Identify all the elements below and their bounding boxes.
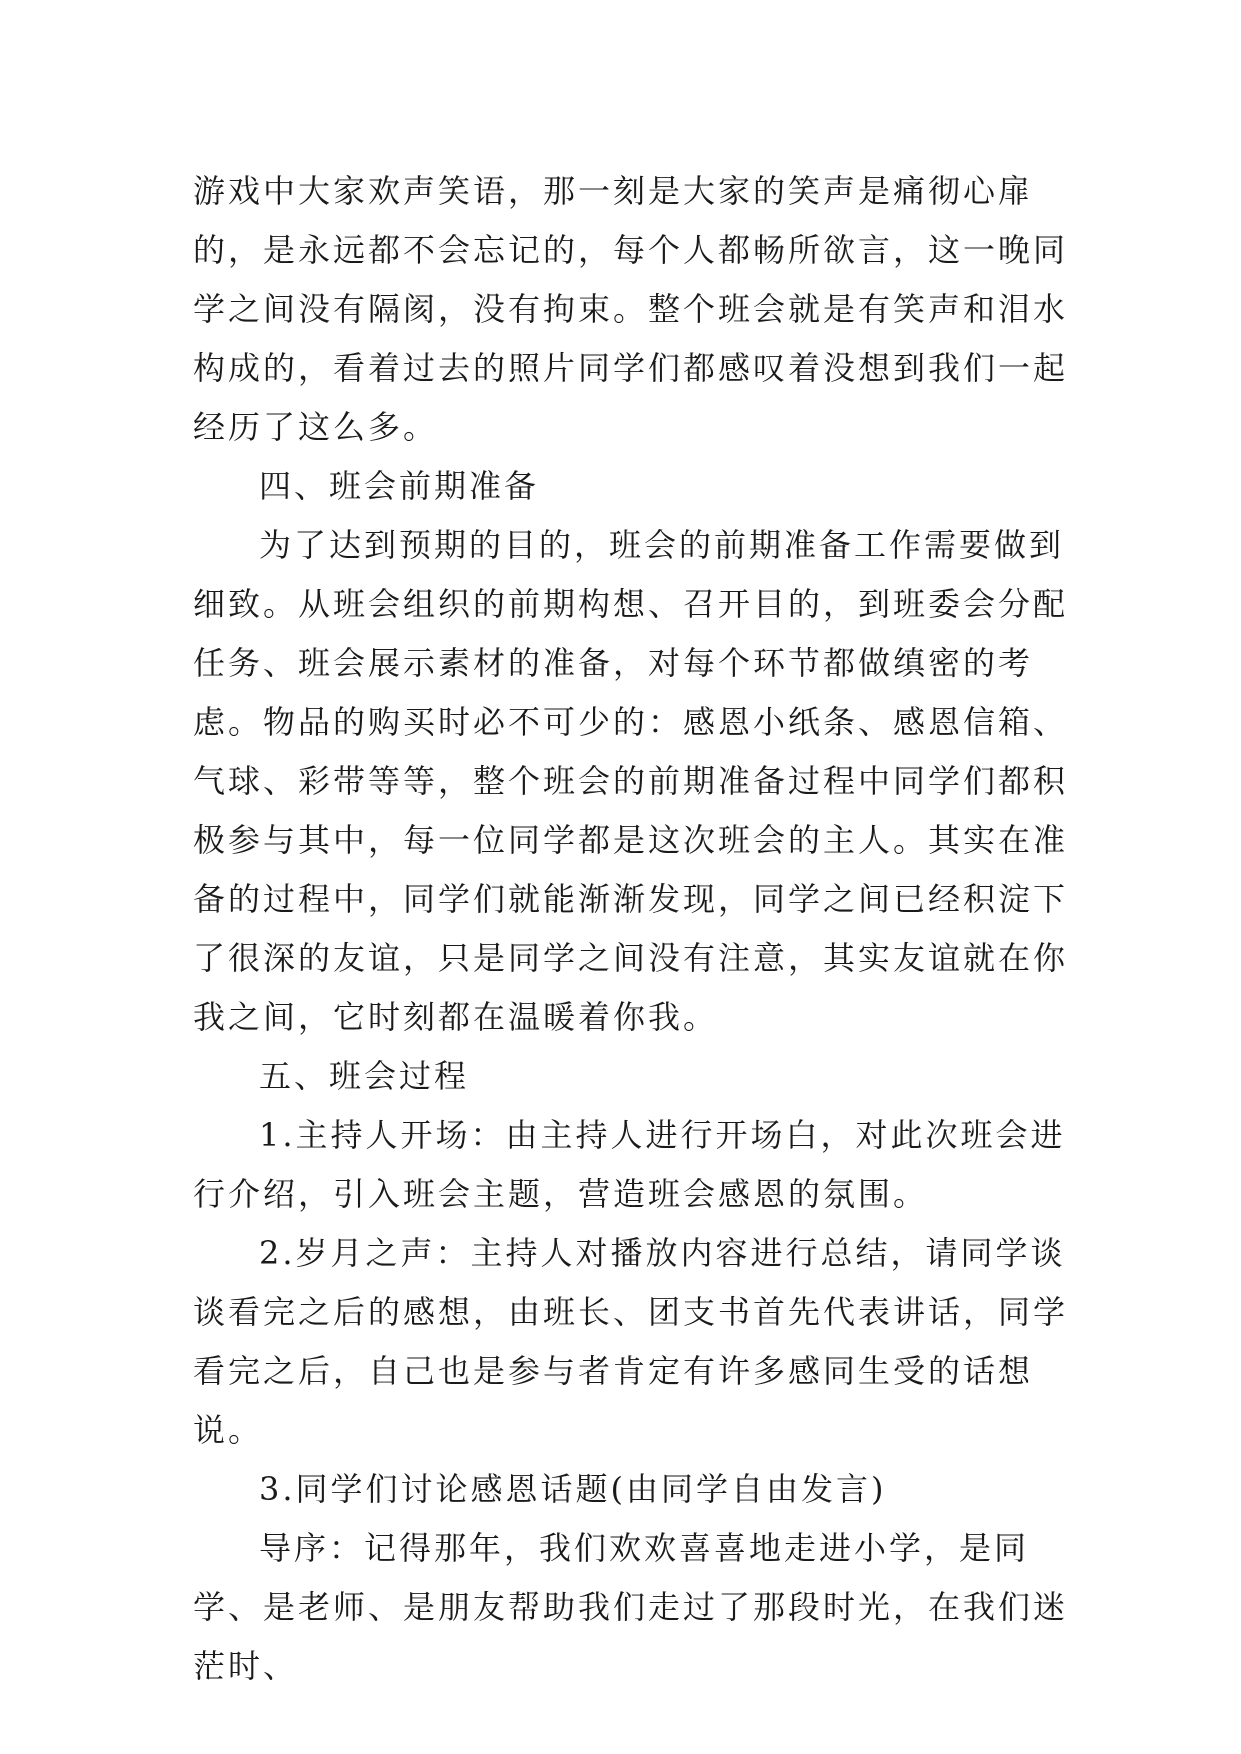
list-item-3: 3.同学们讨论感恩话题(由同学自由发言) (259, 1470, 887, 1508)
paragraph-preparation: 为了达到预期的目的，班会的前期准备工作需要做到细致。从班会组织的前期构想、召开目的，到班委会分配任务、班会展示素材的准备，对每个环节都做缜密的考虑。物品的购买时必不可少的：感恩小纸条、感恩信箱、气球、彩带等等，整个班会的前期准备过程中同学们都积极参与其中，每一位同学都是这次班会的主人。其实在准备的过程中，同学们就能渐渐发现，同学之间已经积淀下了很深的友谊，只是同学之间没有注意，其实友谊就在你我之间，它时刻都在温暖着你我。 (193, 526, 1069, 1036)
section-heading-4: 四、班会前期准备 (259, 467, 540, 505)
list-item-1: 1.主持人开场：由主持人进行开场白，对此次班会进行介绍，引入班会主题，营造班会感恩的氛围。 (193, 1116, 1066, 1213)
document-body (193, 162, 1073, 1696)
paragraph-intro: 导序：记得那年，我们欢欢喜喜地走进小学，是同学、是老师、是朋友帮助我们走过了那段时光，在我们迷茫时、 (193, 1529, 1069, 1685)
section-heading-5: 五、班会过程 (259, 1057, 470, 1095)
paragraph-continuation: 游戏中大家欢声笑语，那一刻是大家的笑声是痛彻心扉的，是永远都不会忘记的，每个人都畅所欲言，这一晚同学之间没有隔阂，没有拘束。整个班会就是有笑声和泪水构成的，看着过去的照片同学们都感叹着没想到我们一起经历了这么多。 (193, 172, 1069, 446)
list-item-2: 2.岁月之声：主持人对播放内容进行总结，请同学谈谈看完之后的感想，由班长、团支书首先代表讲话，同学看完之后，自己也是参与者肯定有许多感同生受的话想说。 (193, 1234, 1069, 1449)
